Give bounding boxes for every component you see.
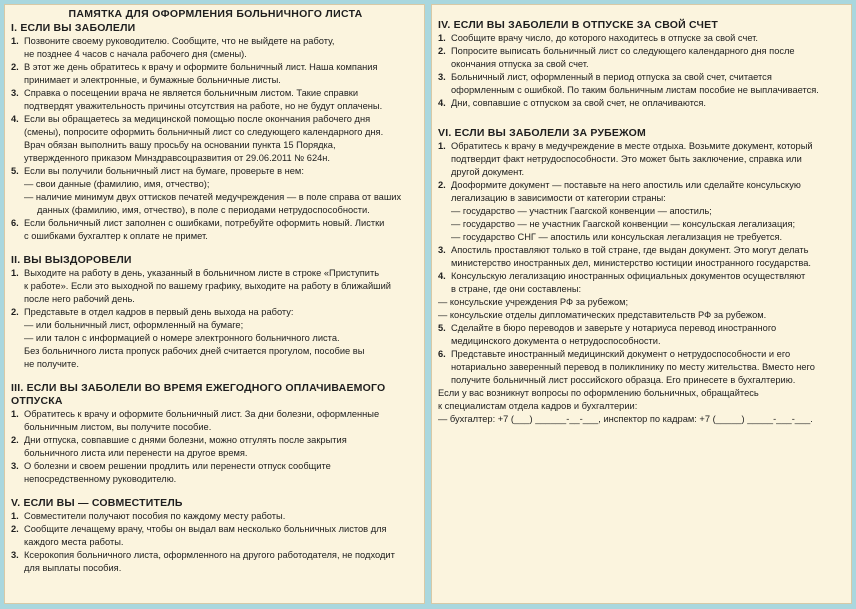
s3-item-1: 1. Обратитесь к врачу и оформите больничный лист. За дни болезни, оформленные больничным листом, вы получите пособие. [11,409,380,432]
s5-item-3: 3. Ксерокопия больничного листа, оформленного на другого работодателя, не подходит для выплаты пособия. [11,550,395,573]
s3-item-3: 3. О болезни и своем решении продлить или перенести отпуск сообщите непосредственному руководителю. [11,461,331,484]
s6-item-2: 2. Дооформите документ — поставьте на него апостиль или сделайте консульскую легализацию в зависимости от категории страны: — государство — участник Гаагской конвенции — апостиль; — государство — не участник Гаагской конвенции — консульская легализация; — государство СНГ — апостиль или консульская легализация не требуется. [438,180,801,242]
contacts-intro-2: к специалистам отдела кадров и бухгалтерии: [438,401,638,411]
document-title: ПАМЯТКА ДЛЯ ОФОРМЛЕНИЯ БОЛЬНИЧНОГО ЛИСТА [68,8,363,20]
s6-item-1: 1. Обратитесь к врачу в медучреждение в месте отдыха. Возьмите документ, который подтвердит факт нетрудоспособности. Это может быть заключение, справка или другой документ. [438,141,813,177]
s5-item-1: 1. Совместители получают пособия по каждому месту работы. [11,511,286,521]
s4-item-4: 4. Дни, совпавшие с отпуском за свой счет, не оплачиваются. [438,98,707,108]
s6-item-3: 3. Апостиль проставляют только в той стране, где выдан документ. Это могут делать министерство иностранных дел, министерство юстиции иностранного государства. [438,245,811,268]
contacts-intro: Если у вас возникнут вопросы по оформлению больничных, обращайтесь [438,388,759,398]
s2-item-1: 1. Выходите на работу в день, указанный в больничном листе в строке «Приступить к работе». Если это выходной по вашему графику, выходите на работу в ближайший после него рабочий день. [11,268,391,304]
s1-item-2: 2. В этот же день обратитесь к врачу и оформите больничный лист. Наша компания принимает и электронные, и бумажные больничные листы. [11,62,378,85]
s6-item-6: 6. Представьте иностранный медицинский документ о нетрудоспособности и его нотариально заверенный перевод в поликлинику по месту жительства. Вместо него получите больничный лист российского образца. Его принесете в бухгалтерию. [438,349,815,385]
s1-item-6: 6. Если больничный лист заполнен с ошибками, потребуйте оформить новый. Листки с ошибками бухгалтер к оплате не примет. [11,218,385,241]
s3-item-2: 2. Дни отпуска, совпавшие с днями болезни, можно отгулять после закрытия больничного листа или перенести на другое время. [11,435,347,458]
section-3-title: III. ЕСЛИ ВЫ ЗАБОЛЕЛИ ВО ВРЕМЯ ЕЖЕГОДНОГО ОПЛАЧИВАЕМОГО ОТПУСКА [11,382,386,407]
s6-item-5: 5. Сделайте в бюро переводов и заверьте у нотариуса перевод иностранного медицинского документа о нетрудоспособности. [438,323,777,346]
right-column [431,4,852,604]
s1-item-3: 3. Справка о посещении врача не является больничным листом. Такие справки подтвердят уважительность причины отсутствия на работе, но не будут оплачены. [11,88,383,111]
s4-item-3: 3. Больничный лист, оформленный в период отпуска за свой счет, считается оформленным с ошибкой. По таким больничным листам пособие не выплачивается. [438,72,819,95]
s6-item-4-sub-2: — консульские отделы дипломатических представительств РФ за рубежом. [438,310,767,320]
contacts-phones: — бухгалтер: +7 (___) ______-__-___, инспектор по кадрам: +7 (_____) _____-___-___. [438,414,813,424]
section-2-title: II. ВЫ ВЫЗДОРОВЕЛИ [11,254,132,266]
section-4-title: IV. ЕСЛИ ВЫ ЗАБОЛЕЛИ В ОТПУСКЕ ЗА СВОЙ СЧЕТ [438,19,718,31]
s1-item-5: 5. Если вы получили больничный лист на бумаге, проверьте в нем: — свои данные (фамилию, имя, отчество); — наличие минимум двух оттисков печатей медучреждения — в поле справа от ваших данных (фамилию, имя, отчество), в поле с периодами нетрудоспособности. [11,166,402,215]
s2-item-2: 2. Представьте в отдел кадров в первый день выхода на работу: — или больничный лист, оформленный на бумаге; — или талон с информацией о номере электронного больничного листа. Без больничного листа пропуск рабочих дней считается прогулом, пособие вы не получите. [11,307,365,369]
s5-item-2: 2. Сообщите лечащему врачу, чтобы он выдал вам несколько больничных листов для каждого места работы. [11,524,387,547]
s1-item-1: 1. Позвоните своему руководителю. Сообщите, что не выйдете на работу, не позднее 4 часов с начала рабочего дня (смены). [11,36,335,59]
section-5-title: V. ЕСЛИ ВЫ — СОВМЕСТИТЕЛЬ [11,497,183,509]
s6-item-4: 4. Консульскую легализацию иностранных официальных документов осуществляют в стране, где они составлены: [438,271,806,294]
s4-item-1: 1. Сообщите врачу число, до которого находитесь в отпуске за свой счет. [438,33,758,43]
section-6-title: VI. ЕСЛИ ВЫ ЗАБОЛЕЛИ ЗА РУБЕЖОМ [438,127,646,139]
s4-item-2: 2. Попросите выписать больничный лист со следующего календарного дня после окончания отпуска за свой счет. [438,46,795,69]
left-column [4,4,425,604]
section-1-title: I. ЕСЛИ ВЫ ЗАБОЛЕЛИ [11,22,136,34]
s6-item-4-sub-1: — консульские учреждения РФ за рубежом; [438,297,629,307]
s1-item-4: 4. Если вы обращаетесь за медицинской помощью после окончания рабочего дня (смены), попросите оформить больничный лист со следующего календарного дня. Врач обязан выполнить вашу просьбу на основании пункта 15 Порядка, утвержденного приказом Минздравсоцразвития от 29.06.2011 № 624н. [11,114,384,163]
